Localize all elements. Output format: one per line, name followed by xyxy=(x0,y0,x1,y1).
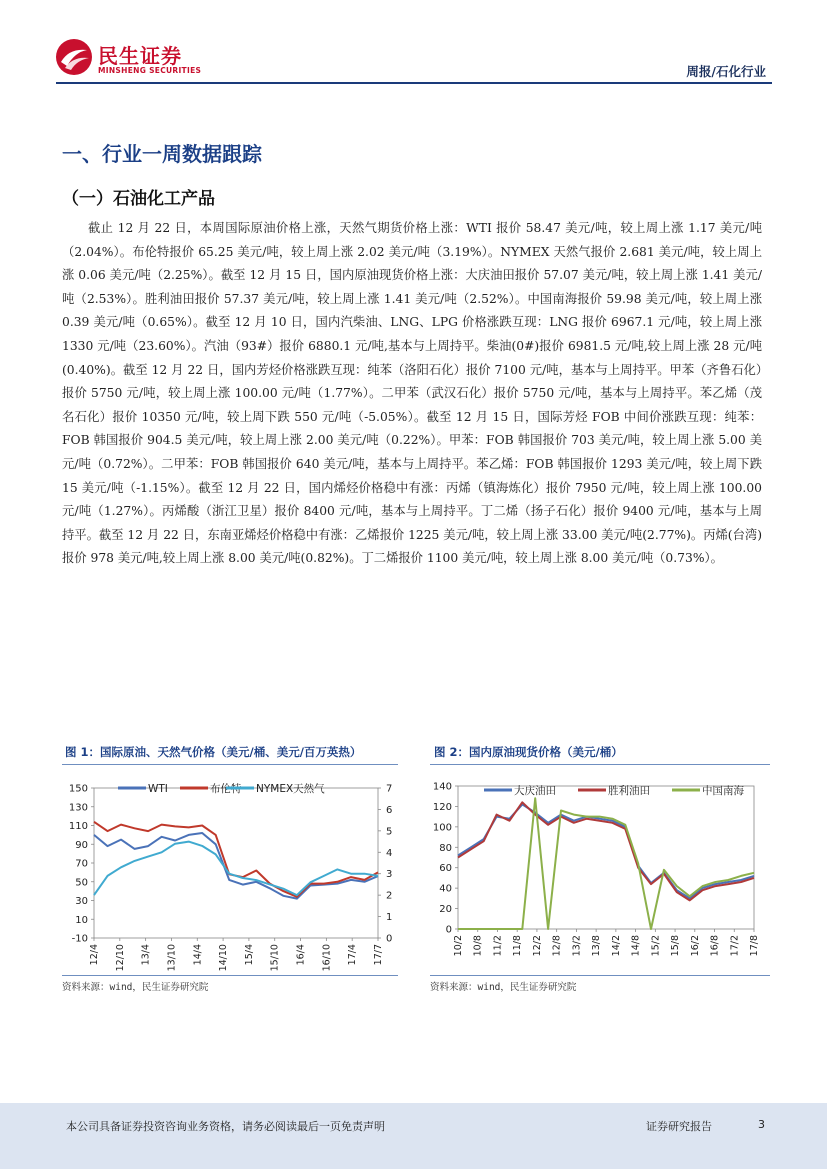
y-tick-label: 50 xyxy=(75,877,88,889)
y2-tick-label: 6 xyxy=(386,804,393,816)
y-tick-label: 140 xyxy=(432,781,452,793)
y-tick-label: 60 xyxy=(439,863,452,875)
x-tick-label: 12/2 xyxy=(531,935,543,957)
y2-tick-label: 0 xyxy=(386,933,393,945)
y2-tick-label: 1 xyxy=(386,912,393,924)
brand-name-cn: 民生证券 xyxy=(98,44,182,68)
series-line-2 xyxy=(94,842,378,896)
plot-frame xyxy=(94,788,378,938)
series-line-0 xyxy=(94,833,378,899)
x-tick-label: 13/2 xyxy=(571,935,583,957)
y-tick-label: 10 xyxy=(75,914,88,926)
figure-2-chart xyxy=(428,768,770,973)
x-tick-label: 17/8 xyxy=(749,935,760,957)
y2-tick-label: 7 xyxy=(386,783,393,795)
legend-label: NYMEX天然气 xyxy=(256,783,325,795)
figure-2-bottom-rule xyxy=(430,975,770,976)
figure-1-bottom-rule xyxy=(62,975,398,976)
x-tick-label: 10/2 xyxy=(453,935,464,957)
x-tick-label: 12/4 xyxy=(89,944,100,966)
legend-label: 胜利油田 xyxy=(608,785,650,797)
x-tick-label: 15/8 xyxy=(670,935,682,957)
x-tick-label: 11/8 xyxy=(512,935,524,957)
y-tick-label: 120 xyxy=(432,801,452,813)
x-tick-label: 15/4 xyxy=(243,944,255,966)
x-tick-label: 17/2 xyxy=(729,935,741,957)
x-tick-label: 14/8 xyxy=(630,935,642,957)
y-tick-label: 0 xyxy=(445,924,452,936)
x-tick-label: 15/2 xyxy=(650,935,662,957)
x-tick-label: 16/8 xyxy=(709,935,721,957)
y-tick-label: 110 xyxy=(68,821,88,832)
x-tick-label: 16/2 xyxy=(689,935,701,957)
footer-disclaimer: 本公司具备证券投资咨询业务资格，请务必阅读最后一页免责声明 xyxy=(66,1120,385,1133)
y-tick-label: 30 xyxy=(75,896,88,907)
x-tick-label: 14/4 xyxy=(192,944,204,966)
page-header xyxy=(0,0,827,90)
brand-name-en: MINSHENG SECURITIES xyxy=(98,66,202,75)
y2-tick-label: 3 xyxy=(386,869,393,881)
legend-label: 大庆油田 xyxy=(514,785,556,797)
footer-label: 证券研究报告 xyxy=(646,1120,712,1133)
page-number: 3 xyxy=(758,1118,765,1131)
y-tick-label: 70 xyxy=(75,858,88,870)
x-tick-label: 13/10 xyxy=(166,944,178,972)
x-tick-label: 12/10 xyxy=(114,944,126,972)
y-tick-label: -10 xyxy=(71,933,88,945)
legend-label: 布伦特 xyxy=(210,783,242,795)
page-footer xyxy=(0,1103,827,1169)
x-tick-label: 13/4 xyxy=(140,944,152,966)
y-tick-label: 90 xyxy=(75,839,88,851)
x-tick-label: 10/8 xyxy=(472,935,484,957)
y-tick-label: 20 xyxy=(439,904,452,916)
x-tick-label: 13/8 xyxy=(591,935,603,957)
body-paragraph: 截止 12 月 22 日，本周国际原油价格上涨，天然气期货价格上涨：WTI 报价 58.47 美元/吨，较上周上涨 1.17 美元/吨（2.04%）。布伦特报价 65.25 美元/吨，较上周上涨 2.02 美元/吨（3.19%）。NYMEX 天然气报价 2.681 美元/吨，较上周上涨 0.06 美元/吨（2.25%）。截至 12 月 15 日，国内原油现货价格上涨：大庆油田报价 57.07 美元/吨，较上周上涨 1.41 美元/吨（2.53%）。胜利油田报价 57.37 美元/吨，较上周上涨 1.41 美元/吨（2.52%）。中国南海报价 59.98 美元/吨，较上周上涨 0.39 美元/吨（0.65%）。截至 12 月 10 日，国内汽柴油、LNG、LPG 价格涨跌互现：LNG 报价 6967.1 元/吨，较上周上涨 1330 元/吨（23.60%）。汽油（93#）报价 6880.1 元/吨,基本与上周持平。柴油(0#)报价 6981.5 元/吨,较上周上涨 28 元/吨(0.40%)。截至 12 月 22 日，国内芳烃价格涨跌互现：纯苯（洛阳石化）报价 7100 元/吨，基本与上周持平。甲苯（齐鲁石化）报价 5750 元/吨，较上周上涨 100.00 元/吨（1.77%）。二甲苯（武汉石化）报价 5750 元/吨，基本与上周持平。苯乙烯（茂名石化）报价 10350 元/吨，较上周下跌 550 元/吨（-5.05%）。截至 12 月 15 日，国际芳烃 FOB 中间价涨跌互现：纯苯：FOB 韩国报价 904.5 美元/吨，较上周上涨 2.00 美元/吨（0.22%）。甲苯：FOB 韩国报价 703 美元/吨，较上周上涨 5.00 美元/吨（0.72%）。二甲苯：FOB 韩国报价 640 美元/吨，基本与上周持平。苯乙烯：FOB 韩国报价 1293 美元/吨，较上周下跌 15 美元/吨（-1.15%）。截至 12 月 22 日，国内烯烃价格稳中有涨：丙烯（镇海炼化）报价 7950 元/吨，较上周上涨 100.00 元/吨（1.27%）。丙烯酸（浙江卫星）报价 8400 元/吨，基本与上周持平。丁二烯（扬子石化）报价 9400 元/吨，基本与上周持平。截至 12 月 22 日，东南亚烯烃价格稳中有涨：乙烯报价 1225 美元/吨，较上周上涨 33.00 美元/吨(2.77%)。丙烯(台湾)报价 978 美元/吨,较上周上涨 8.00 美元/吨(0.82%)。丁二烯报价 1100 美元/吨，较上周上涨 8.00 美元/吨（0.73%）。 xyxy=(62,221,762,566)
x-tick-label: 12/8 xyxy=(551,935,563,957)
figure-2-source: 资料来源：wind，民生证券研究院 xyxy=(430,982,577,993)
plot-frame xyxy=(458,786,754,929)
y2-tick-label: 2 xyxy=(386,890,393,902)
legend-label: 中国南海 xyxy=(702,785,744,797)
figure-1-source: 资料来源：wind，民生证券研究院 xyxy=(62,982,209,993)
x-tick-label: 17/7 xyxy=(373,944,384,966)
header-divider xyxy=(56,82,772,84)
y-tick-label: 130 xyxy=(68,802,88,814)
x-tick-label: 15/10 xyxy=(269,944,281,972)
figure-2-title: 图 2：国内原油现货价格（美元/桶） xyxy=(434,745,623,759)
x-tick-label: 16/10 xyxy=(321,944,333,972)
subsection-heading: （一）石油化工产品 xyxy=(62,189,215,209)
y2-tick-label: 4 xyxy=(386,847,393,859)
y-tick-label: 40 xyxy=(439,883,452,895)
y-tick-label: 150 xyxy=(68,783,88,795)
figure-1-rule xyxy=(62,764,398,765)
x-tick-label: 14/10 xyxy=(218,944,230,972)
x-tick-label: 14/2 xyxy=(610,935,622,957)
x-tick-label: 17/4 xyxy=(347,944,359,966)
y-tick-label: 100 xyxy=(432,822,452,834)
y2-tick-label: 5 xyxy=(386,826,393,838)
report-type: 周报/石化行业 xyxy=(686,64,766,79)
x-tick-label: 16/4 xyxy=(295,944,307,966)
x-tick-label: 11/2 xyxy=(492,935,504,957)
minsheng-logo-icon xyxy=(55,38,93,76)
figure-2-rule xyxy=(430,764,770,765)
section-heading: 一、行业一周数据跟踪 xyxy=(62,142,262,166)
legend-label: WTI xyxy=(148,783,168,795)
figure-1-title: 图 1：国际原油、天然气价格（美元/桶、美元/百万英热） xyxy=(65,745,362,759)
y-tick-label: 80 xyxy=(439,842,452,854)
figure-1-chart xyxy=(62,768,404,973)
